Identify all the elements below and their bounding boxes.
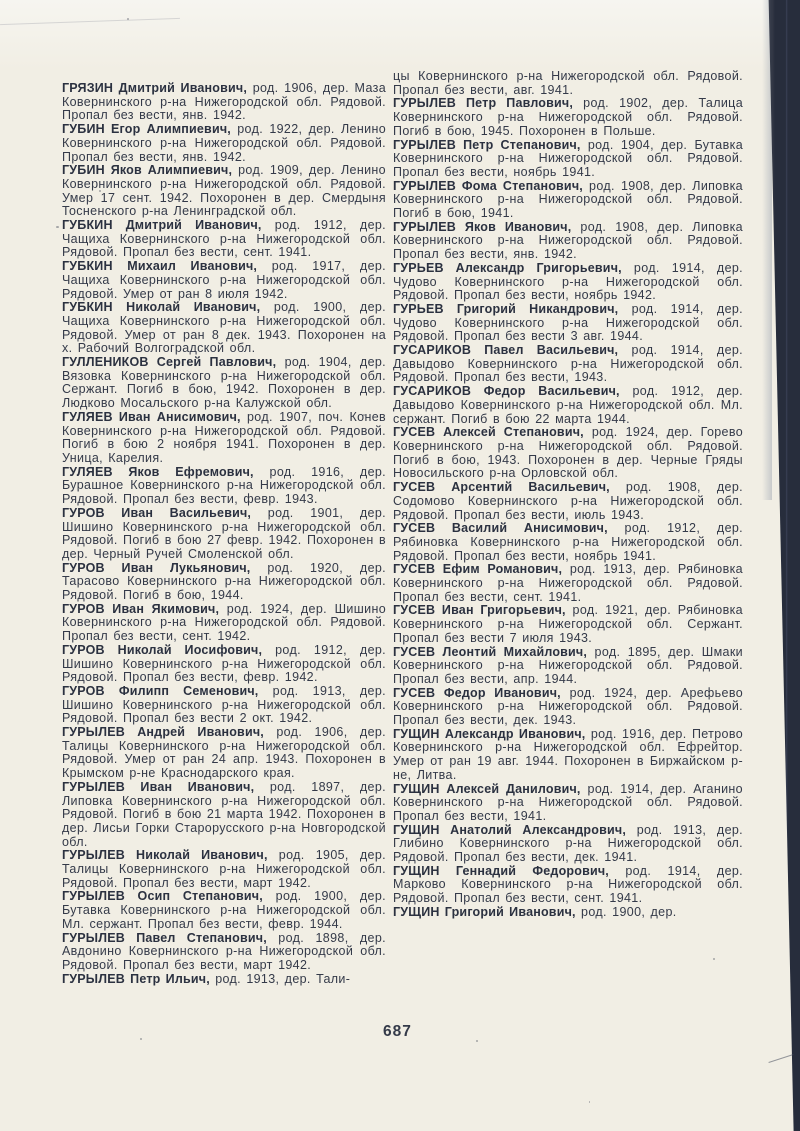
entry: ГУЩИН Александр Иванович, род. 1916, дер. Петрово Ковернинского р-на Нижегородской обл. Ефрейтор. Умер от ран 19 авг. 1944. Похоронен в Биржайском р-не, Литва. <box>393 726 743 782</box>
entry: ГУСАРИКОВ Федор Васильевич, род. 1912, дер. Давыдово Ковернинского р-на Нижегородской обл. Мл. сержант. Погиб в бою 22 марта 1944. <box>393 384 743 426</box>
entry: ГУБКИН Николай Иванович, род. 1900, дер. Чащиха Ковернинского р-на Нижегородской обл. Рядовой. Умер от ран 8 дек. 1943. Похоронен на х. Рабочий Волгоградской обл. <box>62 300 386 356</box>
entry-name: ГУРОВ Иван Якимович, <box>62 601 220 616</box>
entry: ГУБКИН Дмитрий Иванович, род. 1912, дер. Чащиха Ковернинского р-на Нижегородской обл. Рядовой. Пропал без вести, сент. 1941. <box>62 218 386 260</box>
entry-name: ГУСЕВ Иван Григорьевич, <box>393 603 566 618</box>
entry-name: ГРЯЗИН Дмитрий Иванович, <box>62 82 248 95</box>
entry-name: ГУЛЛЕНИКОВ Сергей Павлович, <box>62 355 277 370</box>
entry: ГУРЬЕВ Григорий Никандрович, род. 1914, дер. Чудово Ковернинского р-на Нижегородской обл. Рядовой. Пропал без вести 3 авг. 1944. <box>393 301 743 344</box>
entry-name: ГУРОВ Иван Лукьянович, <box>62 560 251 575</box>
entry: ГУСЕВ Арсентий Васильевич, род. 1908, дер. Содомово Ковернинского р-на Нижегородской обл. Рядовой. Пропал без вести, июль 1943. <box>393 480 743 522</box>
entry: ГУСЕВ Леонтий Михайлович, род. 1895, дер. Шмаки Ковернинского р-на Нижегородской обл. Рядовой. Пропал без вести, апр. 1944. <box>393 644 743 686</box>
entry-name: ГУСЕВ Леонтий Михайлович, <box>393 644 588 659</box>
entry-name: ГУСЕВ Алексей Степанович, <box>393 425 584 440</box>
entry-name: ГУЛЯЕВ Иван Анисимович, <box>62 409 241 424</box>
entry-name: ГУРЫЛЕВ Павел Степанович, <box>62 930 267 945</box>
entry-name: ГУБИН Яков Алимпиевич, <box>62 163 233 178</box>
scan-speck <box>476 1040 478 1042</box>
entry: ГУРЫЛЕВ Фома Степанович, род. 1908, дер. Липовка Ковернинского р-на Нижегородской обл. Рядовой. Погиб в бою, 1941. <box>393 178 743 221</box>
entry-name: ГУРЫЛЕВ Петр Степанович, <box>393 137 581 152</box>
entry-continuation: цы Ковернинского р-на Нижегородской обл. Рядовой. Пропал без вести, авг. 1941. <box>393 70 743 97</box>
scan-speck <box>363 414 365 416</box>
page-number: 687 <box>383 1023 412 1040</box>
entry-name: ГУРОВ Иван Васильевич, <box>62 505 252 520</box>
right-text-column <box>393 70 743 1012</box>
entry-name: ГУБКИН Дмитрий Иванович, <box>62 218 262 233</box>
entry: ГУРЫЛЕВ Петр Павлович, род. 1902, дер. Талица Ковернинского р-на Нижегородской обл. Рядовой. Погиб в бою, 1945. Похоронен в Польше. <box>393 96 743 138</box>
entry: ГУРОВ Иван Лукьянович, род. 1920, дер. Тарасово Ковернинского р-на Нижегородской обл. Рядовой. Погиб в бою, 1944. <box>62 560 386 603</box>
entry-name: ГУРЫЛЕВ Николай Иванович, <box>62 848 268 863</box>
entry: ГУРОВ Иван Васильевич, род. 1901, дер. Шишино Ковернинского р-на Нижегородской обл. Рядовой. Погиб в бою 27 февр. 1942. Похоронен в дер. Черный Ручей Смоленской обл. <box>62 505 386 561</box>
entry: ГРЯЗИН Дмитрий Иванович, род. 1906, дер. Маза Ковернинского р-на Нижегородской обл. Рядовой. Пропал без вести, янв. 1942. <box>62 82 386 123</box>
entry: ГУСЕВ Василий Анисимович, род. 1912, дер. Рябиновка Ковернинского р-на Нижегородской обл. Рядовой. Пропал без вести, ноябрь 1941. <box>393 521 743 563</box>
entry: ГУРЫЛЕВ Осип Степанович, род. 1900, дер. Бутавка Ковернинского р-на Нижегородской обл. Мл. сержант. Пропал без вести, февр. 1944. <box>62 889 386 931</box>
entry: ГУРЫЛЕВ Яков Иванович, род. 1908, дер. Липовка Ковернинского р-на Нижегородской обл. Рядовой. Пропал без вести, янв. 1942. <box>393 219 743 262</box>
entry: ГУСЕВ Федор Иванович, род. 1924, дер. Арефьево Ковернинского р-на Нижегородской обл. Рядовой. Пропал без вести, дек. 1943. <box>393 685 743 728</box>
entry-name: ГУСЕВ Арсентий Васильевич, <box>393 480 610 495</box>
entry: ГУЩИН Анатолий Александрович, род. 1913, дер. Глибино Ковернинского р-на Нижегородской обл. Рядовой. Пропал без вести, дек. 1941. <box>393 822 743 865</box>
entry: ГУЛЯЕВ Иван Анисимович, род. 1907, поч. Конев Ковернинского р-на Нижегородской обл. Рядовой. Погиб в бою 2 ноября 1941. Похоронен в дер. Уница, Карелия. <box>62 409 386 465</box>
entry-name: ГУЛЯЕВ Яков Ефремович, <box>62 464 254 479</box>
scan-speck <box>127 18 129 20</box>
entry-name: ГУЩИН Григорий Иванович, <box>393 904 576 919</box>
entry: ГУРЫЛЕВ Петр Степанович, род. 1904, дер. Бутавка Ковернинского р-на Нижегородской обл. Рядовой. Пропал без вести, ноябрь 1941. <box>393 137 743 179</box>
entry: ГУРОВ Филипп Семенович, род. 1913, дер. Шишино Ковернинского р-на Нижегородской обл. Рядовой. Пропал без вести 2 окт. 1942. <box>62 683 386 726</box>
entry: ГУРЫЛЕВ Иван Иванович, род. 1897, дер. Липовка Ковернинского р-на Нижегородской обл. Рядовой. Погиб в бою 21 марта 1942. Похоронен в дер. Лисьи Горки Старорусского р-на Новгородской обл. <box>62 779 386 849</box>
entry: ГУЛЛЕНИКОВ Сергей Павлович, род. 1904, дер. Вязовка Ковернинского р-на Нижегородской обл. Сержант. Погиб в бою, 1942. Похоронен в дер. Людково Мосальского р-на Калужской обл. <box>62 355 386 411</box>
entry-name: ГУРОВ Николай Иосифович, <box>62 642 263 657</box>
entry-name: ГУЩИН Анатолий Александрович, <box>393 822 626 837</box>
entry-name: ГУБКИН Михаил Иванович, <box>62 259 258 274</box>
entry-name: ГУБИН Егор Алимпиевич, <box>62 122 231 137</box>
entry: ГУБИН Яков Алимпиевич, род. 1909, дер. Ленино Ковернинского р-на Нижегородской обл. Рядовой. Умер 17 сент. 1942. Похоронен в дер. Смердыня Тосненского р-на Ленинградской обл. <box>62 163 386 219</box>
entry: ГУБИН Егор Алимпиевич, род. 1922, дер. Ленино Ковернинского р-на Нижегородской обл. Рядовой. Пропал без вести, янв. 1942. <box>62 122 386 164</box>
entry-name: ГУЩИН Александр Иванович, <box>393 726 586 741</box>
entry-name: ГУЩИН Геннадий Федорович, <box>393 863 609 878</box>
entry: ГУРЬЕВ Александр Григорьевич, род. 1914, дер. Чудово Ковернинского р-на Нижегородской обл. Рядовой. Пропал без вести, ноябрь 1942. <box>393 260 743 303</box>
entry-name: ГУРЫЛЕВ Фома Степанович, <box>393 178 583 193</box>
entry: ГУСЕВ Иван Григорьевич, род. 1921, дер. Рябиновка Ковернинского р-на Нижегородской обл. Сержант. Пропал без вести 7 июля 1943. <box>393 603 743 645</box>
book-edge-shadow <box>768 0 800 1131</box>
entry: ГУСАРИКОВ Павел Васильевич, род. 1914, дер. Давыдово Ковернинского р-на Нижегородской обл. Рядовой. Пропал без вести, 1943. <box>393 343 743 385</box>
entry-name: ГУСЕВ Ефим Романович, <box>393 562 563 577</box>
entry-name: ГУРЫЛЕВ Осип Степанович, <box>62 889 263 904</box>
entry-name: ГУСЕВ Василий Анисимович, <box>393 521 608 536</box>
entry: ГУРОВ Иван Якимович, род. 1924, дер. Шишино Ковернинского р-на Нижегородской обл. Рядовой. Пропал без вести, сент. 1942. <box>62 601 386 644</box>
entry-name: ГУРЫЛЕВ Яков Иванович, <box>393 219 572 234</box>
entry: ГУРЫЛЕВ Павел Степанович, род. 1898, дер. Авдонино Ковернинского р-на Нижегородской обл. Рядовой. Пропал без вести, март 1942. <box>62 930 386 972</box>
entry-name: ГУСАРИКОВ Павел Васильевич, <box>393 343 619 358</box>
entry: ГУСЕВ Ефим Романович, род. 1913, дер. Рябиновка Ковернинского р-на Нижегородской обл. Рядовой. Пропал без вести, сент. 1941. <box>393 562 743 604</box>
entry: ГУРЫЛЕВ Андрей Иванович, род. 1906, дер. Талицы Ковернинского р-на Нижегородской обл. Рядовой. Умер от ран 24 апр. 1943. Похоронен в Крымском р-не Краснодарского края. <box>62 725 386 781</box>
entry-name: ГУЩИН Алексей Данилович, <box>393 781 581 796</box>
scan-scratch <box>768 1054 793 1063</box>
scan-speck <box>56 226 59 228</box>
entry: ГУЩИН Григорий Иванович, род. 1900, дер. <box>393 904 677 919</box>
scan-speck <box>589 1101 590 1103</box>
entry-name: ГУРОВ Филипп Семенович, <box>62 683 259 698</box>
entry: ГУСЕВ Алексей Степанович, род. 1924, дер. Горево Ковернинского р-на Нижегородской обл. Рядовой. Погиб в бою, 1943. Похоронен в дер. Черные Гряды Новосильского р-на Орловской обл. <box>393 425 743 481</box>
left-text-column <box>62 82 386 1020</box>
entry: ГУБКИН Михаил Иванович, род. 1917, дер. Чащиха Ковернинского р-на Нижегородской обл. Рядовой. Умер от ран 8 июля 1942. <box>62 259 386 301</box>
entry: ГУЩИН Геннадий Федорович, род. 1914, дер. Марково Ковернинского р-на Нижегородской обл. Рядовой. Пропал без вести, сент. 1941. <box>393 863 743 906</box>
entry: ГУЩИН Алексей Данилович, род. 1914, дер. Аганино Ковернинского р-на Нижегородской обл. Рядовой. Пропал без вести, 1941. <box>393 781 743 823</box>
entry: ГУРЫЛЕВ Николай Иванович, род. 1905, дер. Талицы Ковернинского р-на Нижегородской обл. Рядовой. Пропал без вести, март 1942. <box>62 848 386 890</box>
entry-name: ГУРЫЛЕВ Иван Иванович, <box>62 779 255 794</box>
entry-name: ГУБКИН Николай Иванович, <box>62 300 261 315</box>
entry: ГУРОВ Николай Иосифович, род. 1912, дер. Шишино Ковернинского р-на Нижегородской обл. Рядовой. Пропал без вести, февр. 1942. <box>62 642 386 685</box>
entry: ГУРЫЛЕВ Петр Ильич, род. 1913, дер. Тали- <box>62 971 351 986</box>
page-crease <box>0 18 180 25</box>
paper-sheen <box>0 0 770 70</box>
scan-speck <box>99 190 101 192</box>
entry-name: ГУСАРИКОВ Федор Васильевич, <box>393 384 620 399</box>
entry-name: ГУРЫЛЕВ Петр Ильич, <box>62 971 210 986</box>
scan-speck <box>140 1038 142 1040</box>
entry-name: ГУСЕВ Федор Иванович, <box>393 685 561 700</box>
scan-speck <box>713 958 715 960</box>
entry: ГУЛЯЕВ Яков Ефремович, род. 1916, дер. Бурашное Ковернинского р-на Нижегородской обл. Рядовой. Пропал без вести, февр. 1943. <box>62 464 386 507</box>
entry-name: ГУРЬЕВ Александр Григорьевич, <box>393 260 622 275</box>
entry-name: ГУРЫЛЕВ Андрей Иванович, <box>62 725 264 740</box>
entry-name: ГУРЫЛЕВ Петр Павлович, <box>393 96 574 111</box>
entry-name: ГУРЬЕВ Григорий Никандрович, <box>393 301 619 316</box>
